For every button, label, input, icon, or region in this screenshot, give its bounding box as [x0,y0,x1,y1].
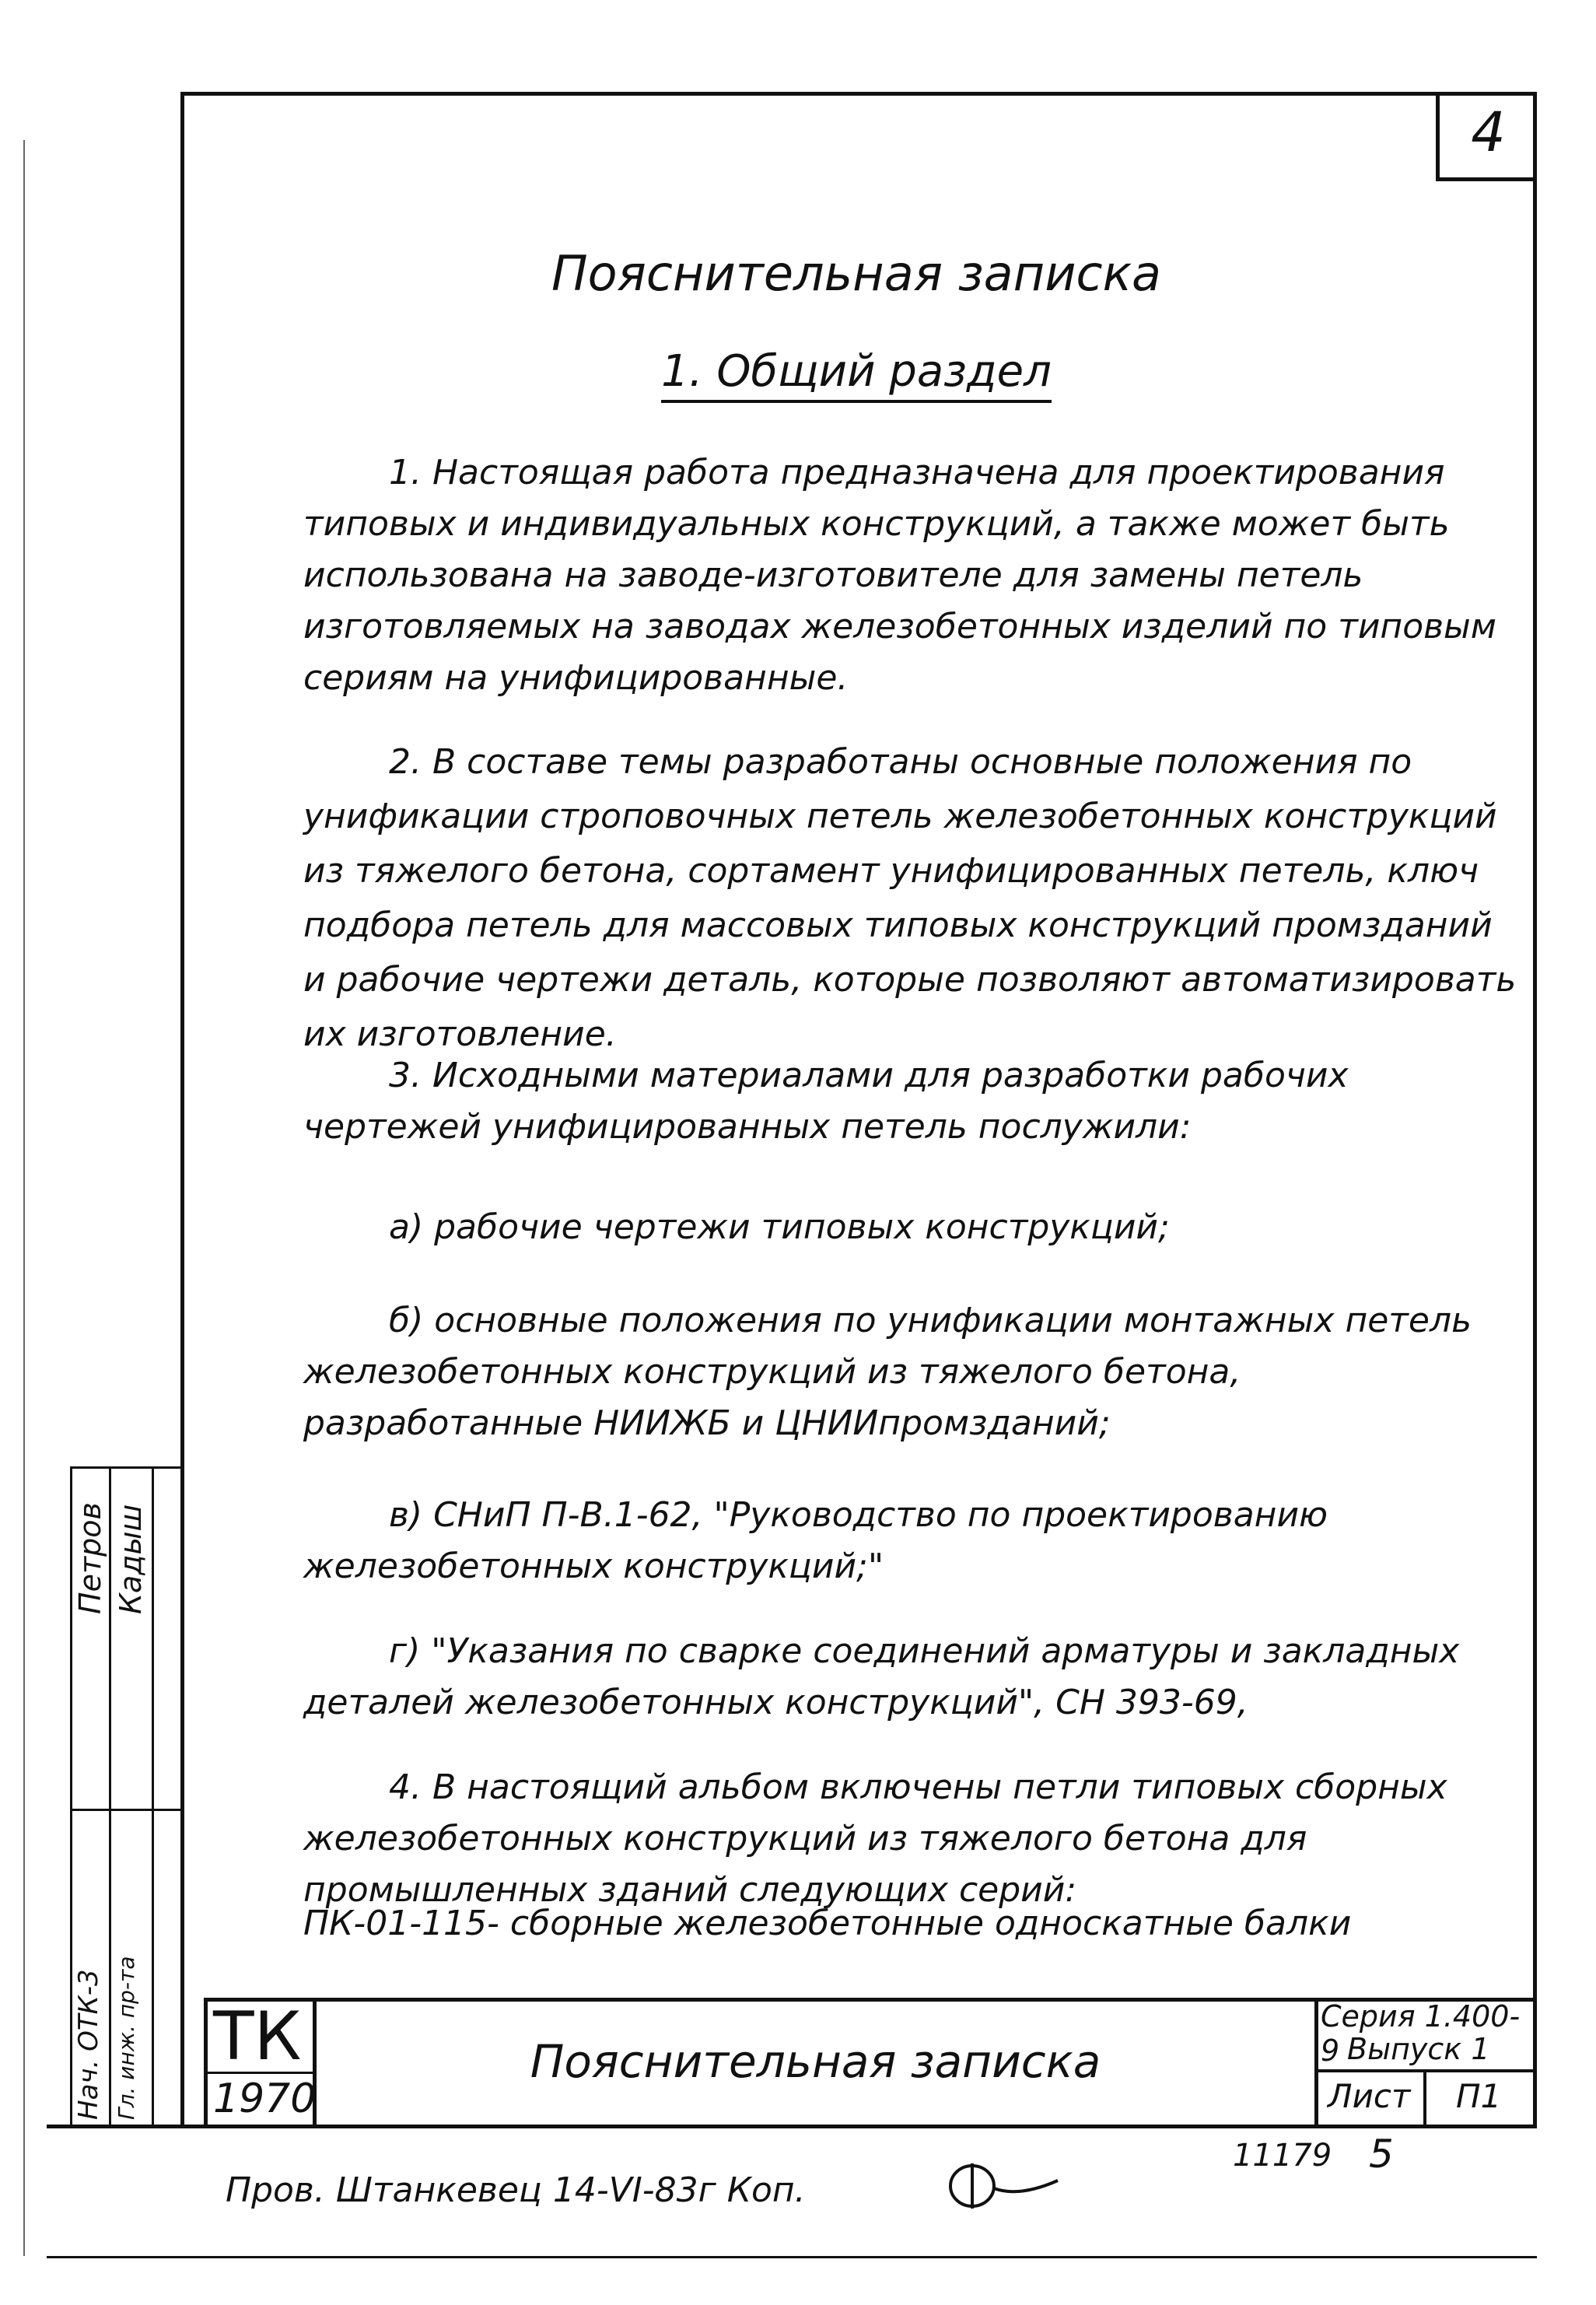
frame-right [1533,92,1537,2128]
side-stamp-col2 [152,1466,154,2125]
margin-line [23,140,25,2256]
section-heading [0,346,1596,397]
paragraph-8 [303,1762,1517,1916]
paragraph-text: ПК-01-115- сборные железобетонные односкатные балки [303,1904,1352,1943]
side-stamp-col1 [109,1466,111,2125]
side-stamp-mid [70,1809,180,1811]
title-block-right-divider [1314,1998,1318,2125]
paragraph-text: 4. В настоящий альбом включены петли типовых сборных железобетонных конструкций из тяжелого бетона для промышленных зданий следующих серий: [303,1767,1447,1910]
paragraph-text: в) СНиП П-В.1-62, "Руководство по проектированию железобетонных конструкций;" [303,1495,1328,1586]
side-role-2: Гл. инж. пр-та [114,1956,139,2120]
frame-top [180,92,1537,96]
paragraph-text: б) основные положения по унификации монтажных петель железобетонных конструкций из тяжелого бетона, разработанные НИИЖБ и ЦНИИпромзданий; [303,1301,1472,1443]
doc-number: 11179 [1233,2138,1332,2174]
sheet-number: 4 [1471,100,1506,164]
title-block-doc-title: Пояснительная записка [530,2035,1101,2088]
frame-left [180,92,184,2128]
side-name-2: Кадыш [114,1504,148,1614]
sheet-label: Лист [1328,2077,1411,2115]
paragraph-text: г) "Указания по сварке соединений арматуры и закладных деталей железобетонных конструкций", СН 393-69, [303,1631,1460,1722]
sheet-value: П1 [1456,2077,1502,2115]
outer-bottom-line [47,2256,1537,2258]
series-label: Серия 1.400-9 [1321,1999,1521,2068]
paragraph-text: 3. Исходными материалами для разработки рабочих чертежей унифицированных петель послужили: [303,1056,1349,1147]
page-number: 5 [1369,2132,1394,2177]
document-heading: Пояснительная записка [551,245,1162,302]
year: 1970 [213,2076,317,2122]
side-stamp-left [70,1466,72,2125]
issue-label: Выпуск 1 [1347,2032,1490,2066]
side-role-1: Нач. ОТК-3 [73,1969,104,2120]
paragraph-text: 1. Настоящая работа предназначена для проектирования типовых и индивидуальных конструкций, а также может быть использована на заводе-изготовителе для замены петель изготовляемых на заводах железобетонных изделий по типовым сериям на унифицированные. [303,453,1496,698]
signature-mark [941,2159,1066,2213]
title-block [204,1998,1533,2125]
paragraph-3 [303,1050,1517,1153]
paragraph-7 [303,1626,1517,1729]
paragraph-text: а) рабочие чертежи типовых конструкций; [389,1207,1170,1247]
paragraph-text: 2. В составе темы разработаны основные положения по унификации строповочных петель железобетонных конструкций из тяжелого бетона, сортамент унифицированных петель, ключ подбора петель для массовых типовых конструкций промзданий и рабочие чертежи деталь, которые позволяют автоматизировать их изготовление. [303,742,1517,1054]
org-code: ТК [213,1998,302,2076]
side-name-1: Петров [73,1502,107,1614]
side-stamp [70,1466,180,2125]
paragraph-6 [303,1490,1517,1592]
sheet-number-box [1436,92,1537,181]
side-stamp-top [70,1466,180,1469]
paragraph-2 [303,735,1517,1062]
check-note: Пров. Штанкевец 14-VI-83г Коп. [226,2170,806,2210]
paragraph-9 [303,1898,1517,1949]
paragraph-4 [303,1202,1517,1253]
frame-bottom [47,2125,1537,2128]
title-block-sheet-split [1423,2069,1426,2125]
title-block-left [204,1998,208,2125]
paragraph-1 [303,447,1517,704]
signature [941,2159,1066,2216]
section-heading-text: 1. Общий раздел [661,346,1052,403]
paragraph-5 [303,1295,1517,1449]
